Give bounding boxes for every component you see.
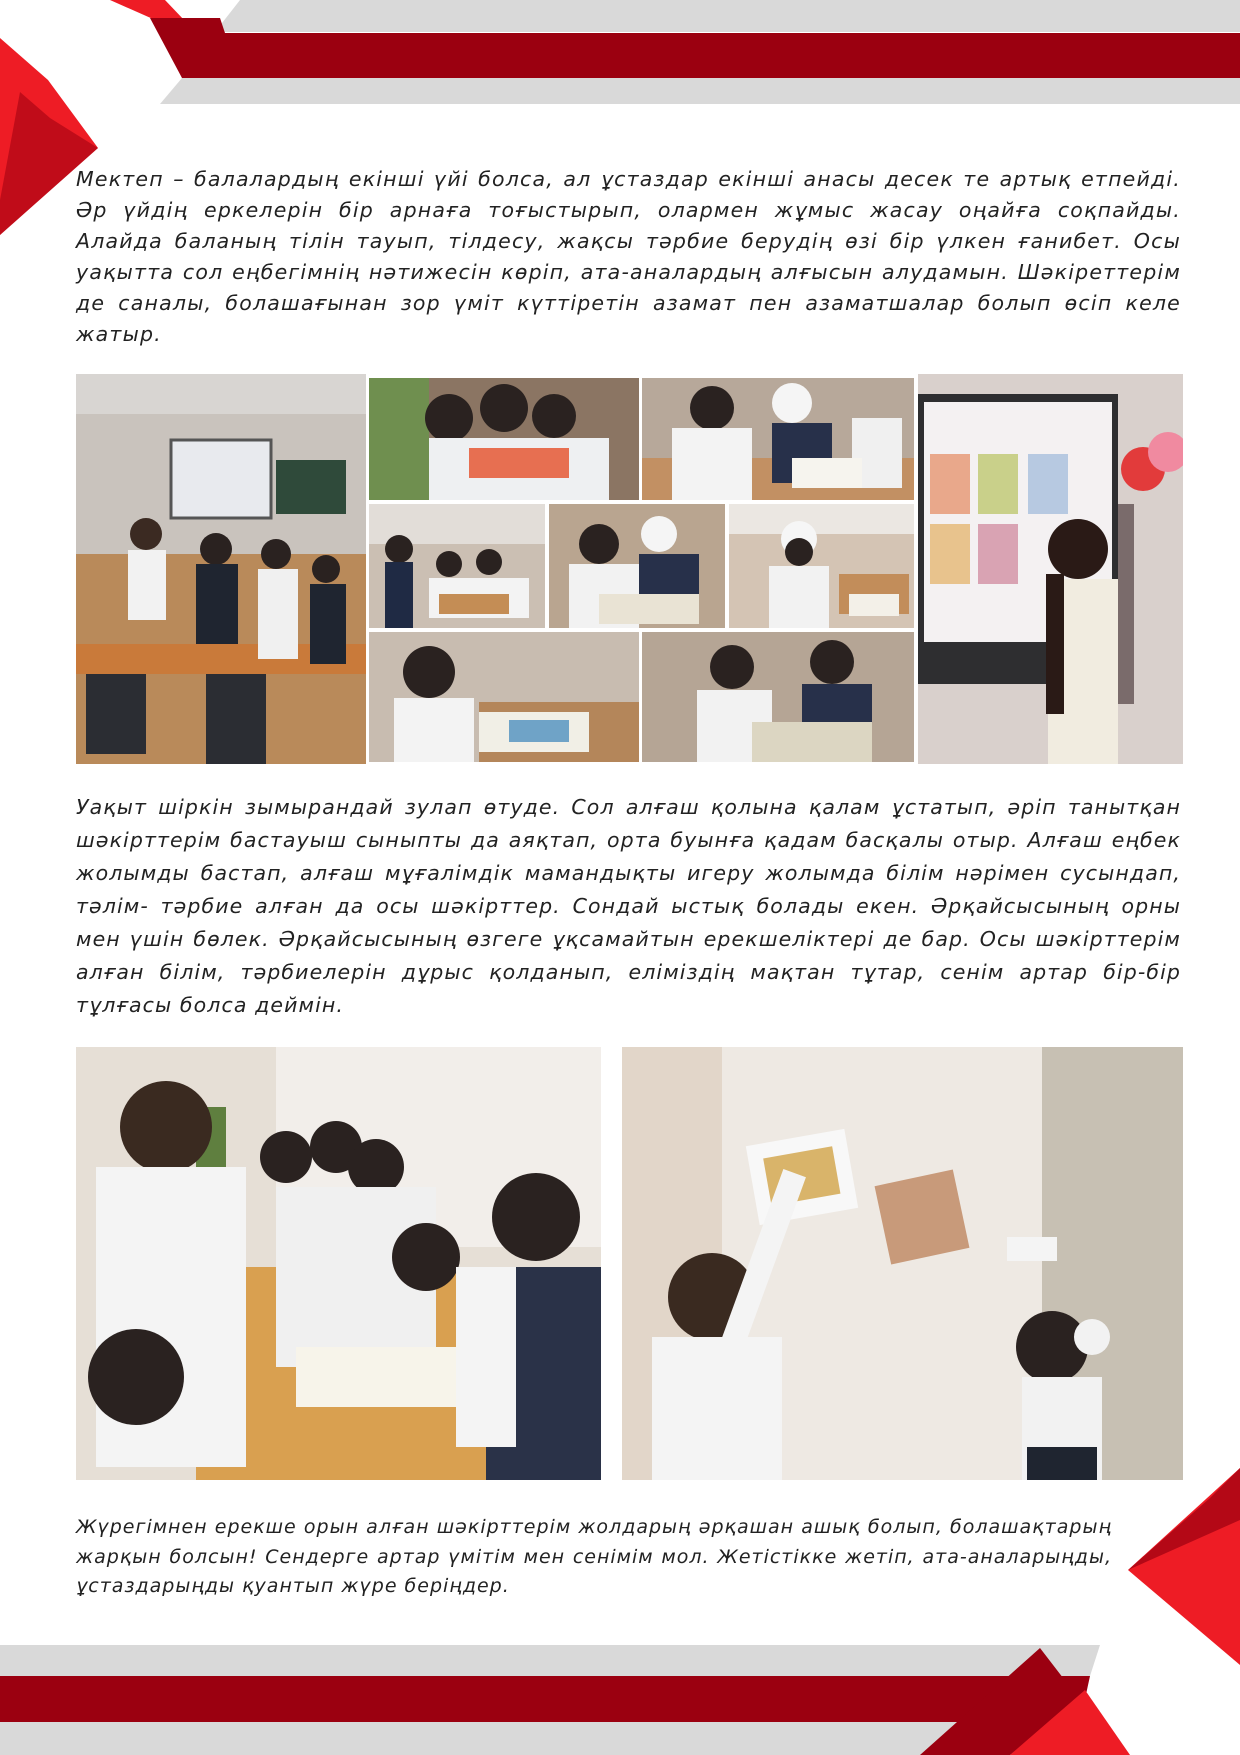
photo-wall-map: [622, 1047, 1183, 1480]
bottom-grey-band: [0, 1722, 1080, 1755]
photo-collage-2: [642, 378, 914, 500]
photo-collage-7: [642, 632, 914, 762]
top-grey-band: [160, 78, 1240, 104]
top-grey-stripe: [215, 0, 1240, 32]
bottom-grey-band-top: [0, 1645, 1100, 1676]
photo-collage-3: [369, 504, 545, 628]
photo-collage-6: [369, 632, 639, 762]
photo-group-desk: [76, 1047, 601, 1480]
bottom-dark-red-band: [0, 1676, 1090, 1722]
paragraph-intro: Мектеп – балалардың екінші үйі болса, ал ұстаздар екінші анасы десек те артық етпейді. Әр үйдің еркелерін бір арнаға тоғыстырып, олармен жұмыс жасау оңайға соқпайды. Алайда баланың тілін тауып, тілдесу, жақсы тәрбие берудің өзі бір үлкен ғанибет. Осы уақытта сол еңбегімнің нәтижесін көріп, ата-аналардың алғысын алудамын. Шәкіреттерім де саналы, болашағынан зор үміт күттіретін азамат пен азаматшалар болып өсіп келе жатыр.: [76, 167, 1181, 346]
paragraph-closing: Жүрегімнен ерекше орын алған шәкірттерім жолдарың әрқашан ашық болып, болашақтарың жарқын болсын! Сендерге артар үмітім мен сенімім мол. Жетістікке жетіп, ата-аналарыңды, ұстаздарыңды қуантып жүре беріңдер.: [76, 1516, 1112, 1597]
photo-teacher-smartboard: [918, 374, 1183, 764]
photo-classroom-board: [76, 374, 366, 764]
paragraph-middle: Уақыт шіркін зымырандай зулап өтуде. Сол алғаш қолына қалам ұстатып, әріп танытқан шәкірттерім бастауыш сыныпты да аяқтап, орта буынға қадам басқалы отыр. Алғаш еңбек жолымды бастап, алғаш мұғалімдік мамандықты игеру жолымда білім нәрімен сусындап, тәлім- тәрбие алған да осы шәкірттер. Сондай ыстық болады екен. Әрқайсысының орны мен үшін бөлек. Әрқайсысының өзгеге ұқсамайтын ерекшеліктері де бар. Осы шәкірттерім алған білім, тәрбиелерін дұрыс қолданып, еліміздің мақтан тұтар, сенім артар бір-бір тұлғасы болса деймін.: [76, 795, 1181, 1017]
photo-collage-4: [549, 504, 725, 628]
photo-collage-1: [369, 378, 639, 500]
photo-collage-5: [729, 504, 914, 628]
